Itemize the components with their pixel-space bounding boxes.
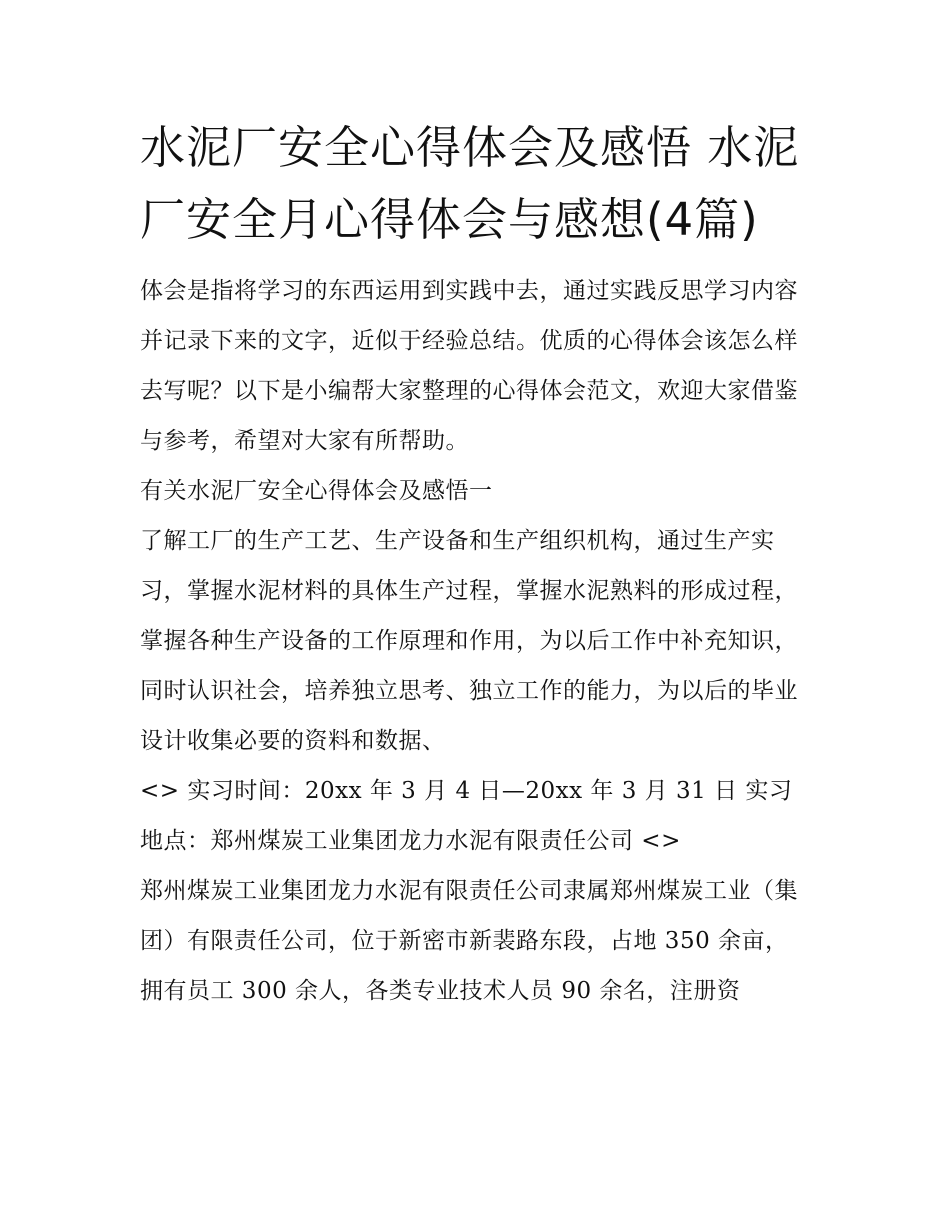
internship-info-paragraph: <> 实习时间：20xx 年 3 月 4 日—20xx 年 3 月 31 日 实习地点：郑州煤炭工业集团龙力水泥有限责任公司 <> [140, 778, 793, 854]
intro-paragraph: 体会是指将学习的东西运用到实践中去，通过实践反思学习内容并记录下来的文字，近似于经验总结。优质的心得体会该怎么样去写呢？以下是小编帮大家整理的心得体会范文，欢迎大家借鉴与参考，希望对大家有所帮助。 [140, 278, 798, 454]
body-paragraph: 了解工厂的生产工艺、生产设备和生产组织机构，通过生产实习，掌握水泥材料的具体生产过程，掌握水泥熟料的形成过程，掌握各种生产设备的工作原理和作用，为以后工作中补充知识，同时认识社会，培养独立思考、独立工作的能力，为以后的毕业设计收集必要的资料和数据、 [140, 528, 798, 754]
section-heading: 有关水泥厂安全心得体会及感悟一 [140, 478, 493, 504]
company-paragraph: 郑州煤炭工业集团龙力水泥有限责任公司隶属郑州煤炭工业（集团）有限责任公司，位于新密市新裴路东段，占地 350 余亩，拥有员工 300 余人，各类专业技术人员 90 余名，注册资 [140, 878, 798, 1004]
document-body [140, 112, 812, 1016]
document-title: 水泥厂安全心得体会及感悟 水泥厂安全月心得体会与感想(4篇) [140, 121, 800, 246]
